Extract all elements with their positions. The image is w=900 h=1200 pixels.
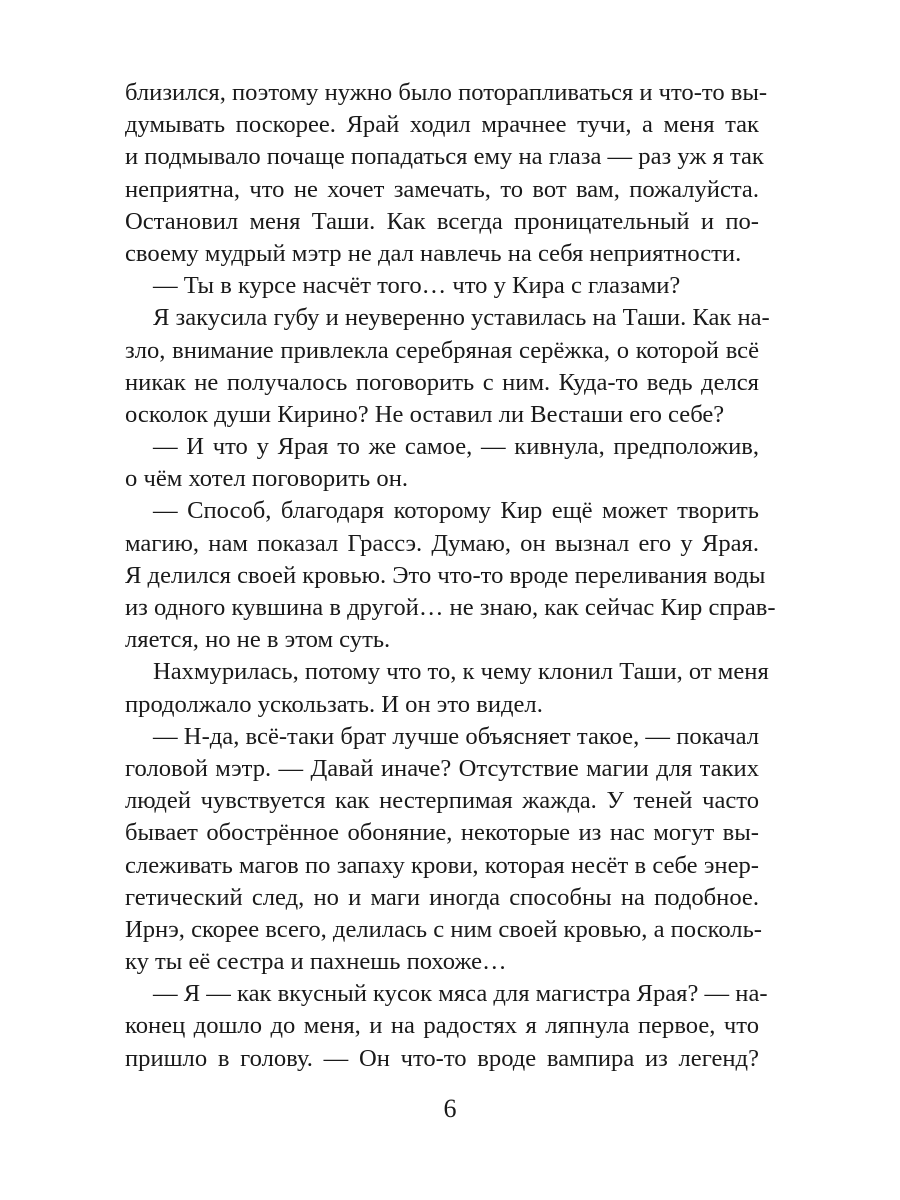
text-line: и подмывало почаще попадаться ему на глаза — раз уж я так <box>125 143 764 171</box>
text-line: ку ты её сестра и пахнешь похоже… <box>125 948 507 976</box>
text-line: головой мэтр. — Давай иначе? Отсутствие магии для таких <box>125 754 759 782</box>
text-line: думывать поскорее. Ярай ходил мрачнее тучи, а меня так <box>125 111 759 139</box>
text-line: магию, нам показал Грассэ. Думаю, он вызнал его у Ярая. <box>125 529 759 557</box>
text-line: — Способ, благодаря которому Кир ещё может творить <box>153 497 759 525</box>
text-line: Я делился своей кровью. Это что-то вроде переливания воды <box>125 561 766 589</box>
text-line: Остановил меня Таши. Как всегда проницательный и по- <box>125 207 759 235</box>
text-line: Я закусила губу и неуверенно уставилась на Таши. Как на- <box>153 304 770 332</box>
text-line: зло, внимание привлекла серебряная серёжка, о которой всё <box>125 336 759 364</box>
text-line: — И что у Ярая то же самое, — кивнула, предположив, <box>153 433 759 461</box>
text-line: о чём хотел поговорить он. <box>125 465 409 493</box>
text-line: гетический след, но и маги иногда способны на подобное. <box>125 883 759 911</box>
text-line: бывает обострённое обоняние, некоторые из нас могут вы- <box>125 819 759 847</box>
page-text <box>125 77 776 1075</box>
text-line: пришло в голову. — Он что-то вроде вампира из легенд? <box>125 1044 759 1072</box>
text-line: — Н-да, всё-таки брат лучше объясняет такое, — покачал <box>153 722 759 750</box>
text-line: осколок души Кирино? Не оставил ли Весташи его себе? <box>125 400 725 428</box>
text-line: Ирнэ, скорее всего, делилась с ним своей кровью, а посколь- <box>125 915 762 943</box>
text-line: никак не получалось поговорить с ним. Куда-то ведь делся <box>125 368 759 396</box>
text-line: конец дошло до меня, и на радостях я ляпнула первое, что <box>125 1012 759 1040</box>
text-line: Нахмурилась, потому что то, к чему клонил Таши, от меня <box>153 658 769 686</box>
text-line: — Ты в курсе насчёт того… что у Кира с глазами? <box>153 272 681 300</box>
text-line: близился, поэтому нужно было поторапливаться и что-то вы- <box>125 79 768 106</box>
text-line: неприятна, что не хочет замечать, то вот вам, пожалуйста. <box>125 175 759 203</box>
text-line: из одного кувшина в другой… не знаю, как сейчас Кир справ- <box>125 594 776 621</box>
text-line: ляется, но не в этом суть. <box>125 626 391 654</box>
text-line: слеживать магов по запаху крови, которая несёт в себе энер- <box>125 851 759 879</box>
page-number: 6 <box>443 1094 457 1123</box>
text-line: продолжало ускользать. И он это видел. <box>125 690 543 718</box>
text-line: людей чувствуется как нестерпимая жажда. У теней часто <box>125 787 759 815</box>
text-line: — Я — как вкусный кусок мяса для магистра Ярая? — на- <box>153 980 768 1008</box>
text-line: своему мудрый мэтр не дал навлечь на себя неприятности. <box>125 239 742 267</box>
